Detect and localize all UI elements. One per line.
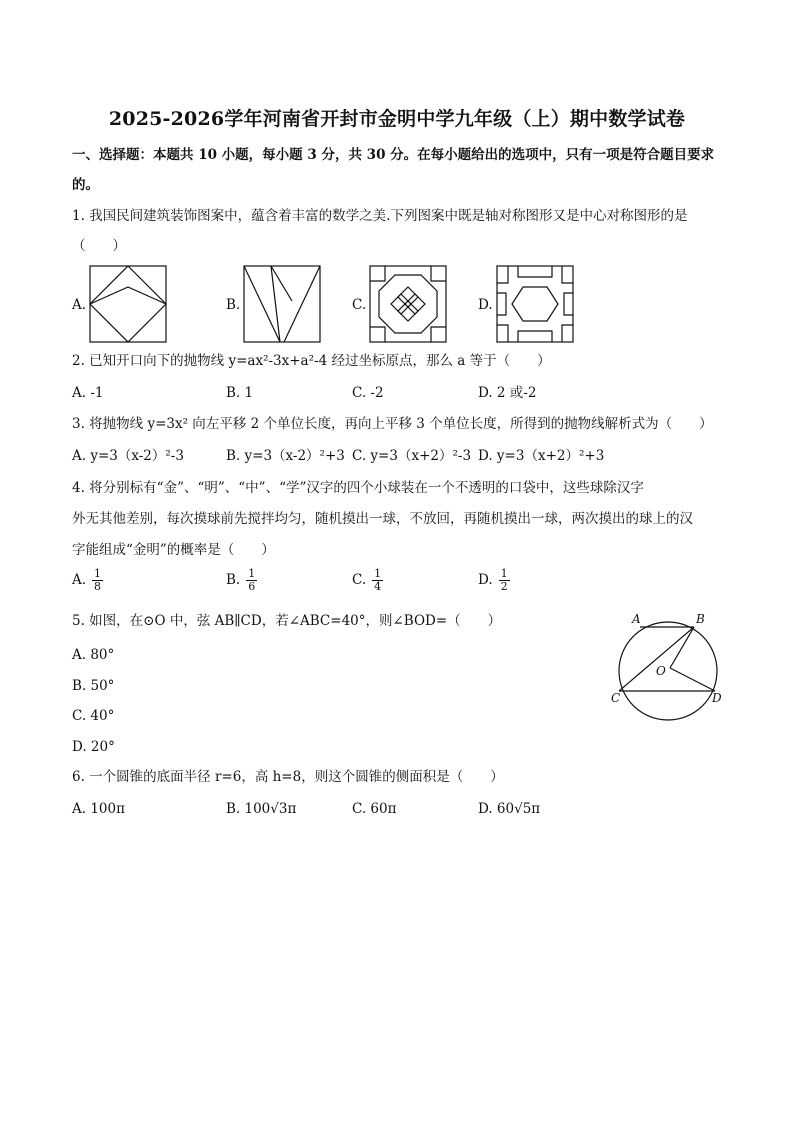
q3-option-d: D. y=3（x+2）²+3 (478, 448, 605, 464)
q4-stem-cont2: 字能组成“金明”的概率是（ ） (72, 542, 275, 558)
radius-od (670, 668, 715, 691)
q4-stem: 4. 将分别标有“金”、“明”、“中”、“学”汉字的四个小球装在一个不透明的口袋中，这些球除汉字 (72, 480, 644, 496)
q1-option-a-label: A. (72, 297, 87, 313)
label-d: D (712, 691, 722, 705)
fraction: $\frac{1}{8}$ (94, 567, 102, 593)
q6-option-b: B. 100√3π (226, 801, 297, 817)
q1-option-c-label: C. (352, 297, 367, 313)
q2-option-d: D. 2 或-2 (478, 385, 537, 401)
q4-option-b-label: B. (226, 572, 241, 588)
fraction: $\frac{1}{2}$ (500, 567, 508, 593)
q1-figure-c (369, 265, 447, 343)
fraction: $\frac{1}{6}$ (248, 567, 256, 593)
q6-option-c: C. 60π (352, 801, 397, 817)
circle-o (619, 622, 717, 720)
label-c: C (611, 691, 621, 705)
q5-stem: 5. 如图，在⊙O 中，弦 AB∥CD，若∠ABC=40°，则∠BOD=（ ） (72, 613, 502, 629)
q6-option-d: D. 60√5π (478, 801, 541, 817)
q5-option-a: A. 80° (72, 647, 115, 663)
q5-option-b: B. 50° (72, 678, 115, 694)
q4-option-d-label: D. (478, 572, 493, 588)
q2-option-b: B. 1 (226, 385, 254, 401)
radius-ob (670, 627, 694, 668)
label-b: B (696, 612, 705, 626)
q5-option-c: C. 40° (72, 708, 115, 724)
q6-option-a: A. 100π (72, 801, 125, 817)
q1-option-b-label: B. (226, 297, 241, 313)
segment-bc (619, 627, 694, 691)
q6-stem: 6. 一个圆锥的底面半径 r=6，高 h=8，则这个圆锥的侧面积是（ ） (72, 769, 504, 785)
label-o: O (656, 664, 666, 678)
q2-option-c: C. -2 (352, 385, 384, 401)
q1-option-d-label: D. (478, 297, 493, 313)
q1-figure-a (89, 265, 167, 343)
q4-option-c (352, 568, 383, 593)
label-a: A (632, 612, 641, 626)
q3-stem: 3. 将抛物线 y=3x² 向左平移 2 个单位长度，再向上平移 3 个单位长度，所得到的抛物线解析式为（ ） (72, 416, 713, 432)
q4-stem-cont: 外无其他差别，每次摸球前先搅拌均匀，随机摸出一球，不放回，再随机摸出一球，两次摸出的球上的汉 (72, 511, 693, 527)
fraction: $\frac{1}{4}$ (374, 567, 382, 593)
q3-option-b: B. y=3（x-2）²+3 (226, 448, 345, 464)
section-heading: 一、选择题：本题共 10 小题，每小题 3 分，共 30 分。在每小题给出的选项中，只有一项是符合题目要求 (72, 147, 715, 163)
q4-option-a (72, 568, 103, 593)
q5-circle-figure (608, 608, 728, 724)
q4-option-a-label: A. (72, 572, 87, 588)
q1-figure-b (243, 265, 321, 343)
q3-option-a: A. y=3（x-2）²-3 (72, 448, 184, 464)
section-heading-cont: 的。 (72, 177, 99, 193)
q1-stem: 1. 我国民间建筑装饰图案中，蕴含着丰富的数学之美.下列图案中既是轴对称图形又是中心对称图形的是 (72, 208, 688, 224)
q4-option-b (226, 568, 257, 593)
q1-stem-cont: （ ） (72, 238, 126, 254)
q2-stem: 2. 已知开口向下的抛物线 y=ax²-3x+a²-4 经过坐标原点，那么 a 等于（ ） (72, 353, 551, 369)
q3-option-c: C. y=3（x+2）²-3 (352, 448, 472, 464)
q1-figure-d (496, 265, 574, 343)
q4-option-d (478, 568, 510, 593)
page-title: 2025-2026学年河南省开封市金明中学九年级（上）期中数学试卷 (108, 108, 686, 130)
q5-option-d: D. 20° (72, 739, 115, 755)
q4-option-c-label: C. (352, 572, 367, 588)
q2-option-a: A. -1 (72, 385, 104, 401)
